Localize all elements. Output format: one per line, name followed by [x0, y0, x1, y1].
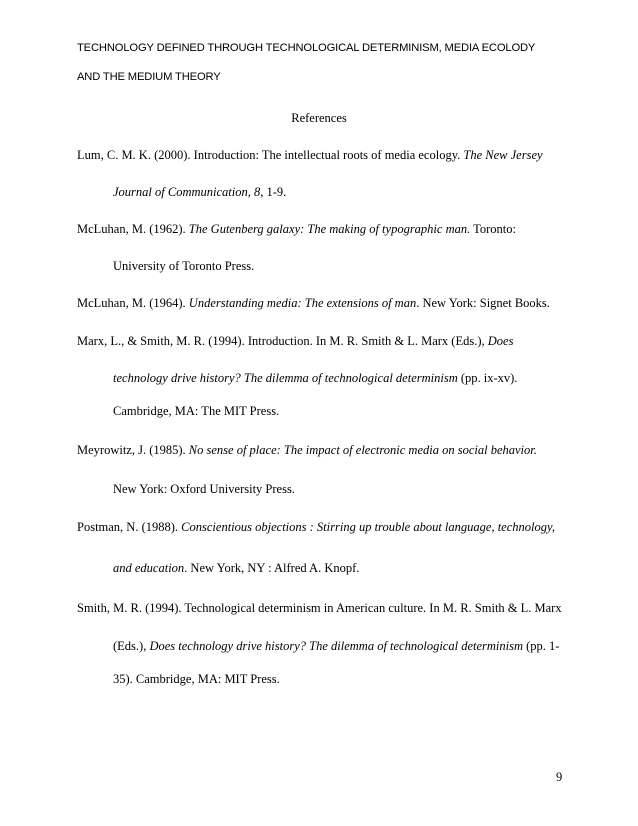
ref-text: Smith, M. R. (1994). Technological determinism in American culture. In M. R. Smith & L. Marx [77, 601, 562, 615]
reference-entry [77, 520, 555, 535]
reference-continuation [113, 672, 280, 687]
ref-text: New York: Oxford University Press. [113, 482, 295, 496]
ref-text: Cambridge, MA: The MIT Press. [113, 404, 280, 418]
reference-continuation [113, 482, 295, 497]
ref-text: McLuhan, M. (1962). [77, 222, 189, 236]
running-head-line-2: AND THE MEDIUM THEORY [77, 71, 221, 83]
references-heading: References [291, 111, 347, 125]
ref-text: . New York: Signet Books. [416, 296, 550, 310]
ref-text: . New York, NY : Alfred A. Knopf. [184, 561, 360, 575]
ref-text: Lum, C. M. K. (2000). Introduction: The intellectual roots of media ecology. [77, 148, 464, 162]
ref-book-title: and education [113, 561, 185, 575]
reference-continuation [113, 185, 286, 200]
ref-book-title: Does technology drive history? The dilemma of technological determinism [149, 639, 523, 653]
reference-continuation [113, 561, 359, 576]
reference-continuation [113, 404, 279, 419]
ref-text: University of Toronto Press. [113, 259, 255, 273]
reference-entry [77, 601, 562, 616]
ref-text: Postman, N. (1988). [77, 520, 182, 534]
reference-continuation [113, 259, 254, 274]
ref-book-title: Does [487, 334, 514, 348]
reference-entry [77, 334, 513, 349]
ref-text: McLuhan, M. (1964). [77, 296, 189, 310]
ref-text: Marx, L., & Smith, M. R. (1994). Introduction. In M. R. Smith & L. Marx (Eds.), [77, 334, 488, 348]
ref-text: (pp. 1- [523, 639, 560, 653]
reference-entry [77, 148, 543, 163]
ref-text: , 1-9. [260, 185, 287, 199]
reference-continuation [113, 371, 517, 386]
reference-continuation [113, 639, 559, 654]
ref-journal-title: The New Jersey [463, 148, 543, 162]
ref-book-title: The Gutenberg galaxy: The making of typographic man. [188, 222, 471, 236]
ref-book-title: Conscientious objections : Stirring up trouble about language, technology, [181, 520, 555, 534]
ref-book-title: technology drive history? The dilemma of technological determinism [113, 371, 458, 385]
ref-text: 35). Cambridge, MA: MIT Press. [113, 672, 280, 686]
ref-book-title: Understanding media: The extensions of man [188, 296, 417, 310]
page-number: 9 [556, 770, 563, 784]
ref-text: Toronto: [470, 222, 517, 236]
reference-entry [77, 443, 537, 458]
ref-journal-title: Journal of Communication, 8 [113, 185, 261, 199]
running-head-line-1: TECHNOLOGY DEFINED THROUGH TECHNOLOGICAL DETERMINISM, MEDIA ECOLODY [77, 42, 536, 54]
ref-text: (Eds.), [113, 639, 150, 653]
reference-entry [77, 222, 516, 237]
ref-text: Meyrowitz, J. (1985). [77, 443, 189, 457]
ref-text: (pp. ix-xv). [457, 371, 518, 385]
ref-book-title: No sense of place: The impact of electronic media on social behavior. [188, 443, 537, 457]
reference-entry [77, 296, 550, 311]
